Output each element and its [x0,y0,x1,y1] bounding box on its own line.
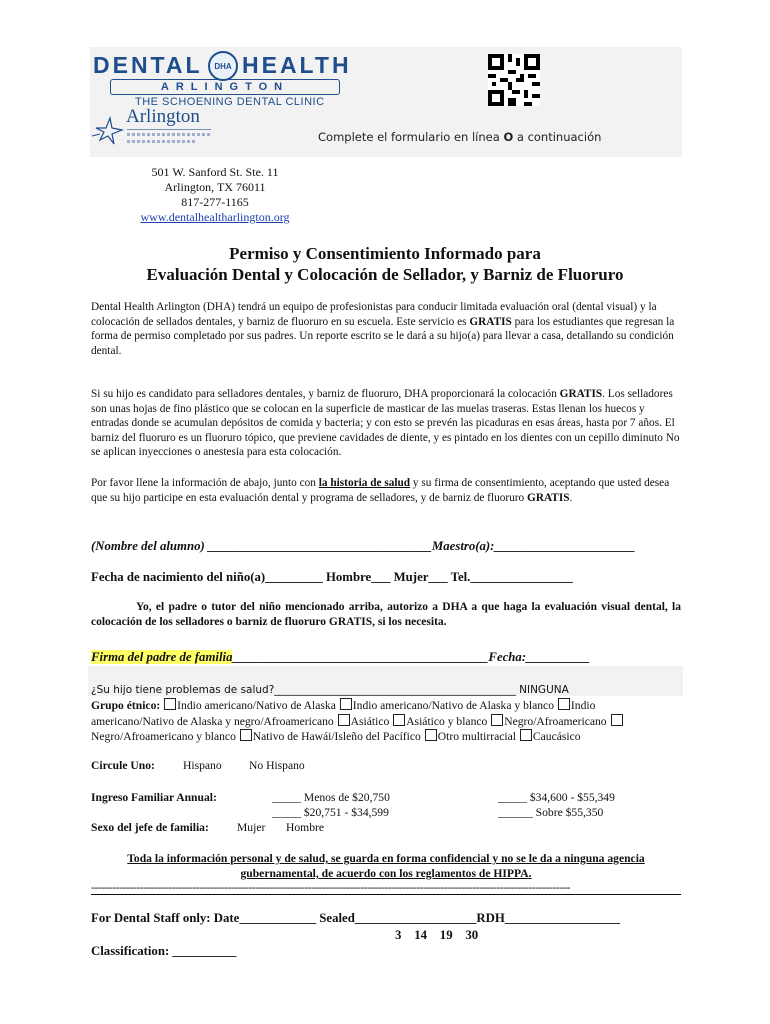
income-label: Ingreso Familiar Annual: [91,791,217,804]
privacy-notice: Toda la información personal y de salud, se guarda en forma confidencial y no se le da a ninguna agencia gubernamental, de acuerdo con los reglamentos de HIPPA. [127,852,645,880]
ethnic-option-6: Negro/Afroamericano y blanco [91,730,236,744]
health-problems-field[interactable]: ¿Su hijo tiene problemas de salud?______________________________________________ NINGUNA [91,684,569,696]
intro-free: GRATIS [469,315,512,328]
ethnic-option-3: Asiático [350,714,390,728]
address-city: Arlington, TX 76011 [164,180,266,194]
ethnic-checkbox-9[interactable] [520,729,532,741]
ethnic-checkbox-1[interactable] [340,698,352,710]
date-label: Fecha: [488,650,527,664]
signature-label: Firma del padre de familia [91,650,233,664]
ethnic-checkbox-5[interactable] [491,714,503,726]
ethnic-option-0: Indio americano/Nativo de Alaska [177,699,336,712]
qr-code-icon[interactable] [488,54,540,106]
income-option-1[interactable]: _____ Menos de $20,750 [272,791,390,804]
teeth-numbers: 3 14 19 30 [395,928,479,942]
clinic-name: THE SCHOENING DENTAL CLINIC [135,96,325,108]
instr-free: GRATIS [527,491,570,504]
income-option-3[interactable]: _____ $34,600 - $55,349 [498,791,615,804]
online-suffix: a continuación [513,130,602,144]
instr-text-c: . [569,491,573,504]
date-line[interactable]: __________ [526,650,591,664]
ethnic-option-7: Nativo de Hawái/Isleño del Pacífico [252,730,421,744]
ethnic-checkbox-2[interactable] [558,698,570,710]
ethnic-checkbox-4[interactable] [393,714,405,726]
logo-word-dental: DENTAL [93,52,203,78]
staff-line[interactable]: For Dental Staff only: Date____________ Sealed___________________RDH__________________ [91,911,621,925]
intro-text-b: para los estudiantes que regresan la forma de permiso completado por sus padres. Un reporte escrito se le dará a su hijo(a) para llevar a casa, detallando su condición dental. [91,315,675,357]
logo-city-bar: ARLINGTON [110,79,340,95]
tooth-logo-text: DHA [214,61,232,71]
birthdate-field[interactable]: Fecha de nacimiento del niño(a)_________ Hombre___ Mujer___ Tel.________________ [91,570,573,584]
school-logo-tagline-graphic [127,133,211,136]
website-link[interactable]: www.dentalhealtharlington.org [140,210,290,224]
ethnic-group-section: Grupo étnico: Indio americano/Nativo de Alaska Indio americano/Nativo de Alaska y blanco Indio americano/Nativo de Alaska y negro/Afroamericano Asiático Asiático y blanco Negro/Afroamericano Negro/Afroamericano y blanco Nativo de Hawái/Isleño del Pacífico Otro multirracial Caucásico [91,698,681,745]
instructions-paragraph [91,476,681,505]
school-logo-text: Arlington [126,106,200,127]
consent-statement: Yo, el padre o tutor del niño mencionado arriba, autorizo a DHA a que haga la evaluación visual dental, la colocación de los selladores o barniz de fluoruro GRATIS, si los necesita. [91,601,681,628]
sealant-text-b: . Los selladores son unas hojas de fino plástico que se colocan en la superficie de masticar de las muelas traseras. Estas llenan los huecos y entradas donde se acumulan depósitos de comida y bacteria; y con esto se prevén las picaduras en esas áreas, hasta por 7 años. El barniz del fluoruro es un fluoruro tópico, que previene cavidades de diente, y es pintado en los dientes con un cepillo diminuto No se aplican inyecciones o anestesia para esta colocación. [91,388,680,459]
sealant-paragraph [91,387,681,460]
intro-text-a: Dental Health Arlington (DHA) tendrá un equipo de profesionistas para conducir limitada evaluación oral (dental visual) y la colocación de sellados dentales, y barniz de fluoruro en su escuela. Este servicio es [91,301,657,328]
ethnic-label: Grupo étnico [91,699,157,712]
online-form-link[interactable] [318,130,601,144]
ethnic-checkbox-8[interactable] [425,729,437,741]
address-block [120,165,310,225]
head-of-household-label: Sexo del jefe de familia: [91,821,209,834]
ethnic-option-1: Indio americano/Nativo de Alaska y blanco [352,699,554,712]
intro-paragraph [91,300,681,358]
income-option-2[interactable]: _____ $20,751 - $34,599 [272,806,389,819]
student-name-field[interactable]: (Nombre del alumno) ___________________________________Maestro(a):______________________ [91,539,636,553]
head-female-option[interactable]: Mujer [237,821,266,834]
online-or: O [503,130,514,144]
star-logo-icon [90,110,130,150]
instr-text-b: y su firma de consentimiento, aceptando que usted desea que su hijo participe en esta evaluación dental y programa de selladores, y de barniz de fluoruro [91,477,670,504]
ethnic-option-2: Indio americano/Nativo de Alaska y negro/Afroamericano [91,699,596,728]
online-prefix: Complete el formulario en línea [318,130,504,144]
income-option-4[interactable]: ______ Sobre $55,350 [498,806,604,819]
document-title [90,243,680,285]
ethnic-checkbox-0[interactable] [164,698,176,710]
title-line-2: Evaluación Dental y Colocación de Sellador, y Barniz de Fluoruro [146,265,624,284]
ethnic-option-5: Negro/Afroamericano [504,714,607,728]
separator-dashes: ----------------------------------------------------------------------------------------------------------------------------------------- [91,880,570,894]
sealant-text-a: Si su hijo es candidato para selladores dentales, y barniz de fluoruro, DHA proporcionará la colocación [91,388,560,400]
ethnic-checkbox-3[interactable] [338,714,350,726]
school-logo-subline-graphic [127,140,197,143]
logo-word-health: HEALTH [242,52,352,78]
non-hispanic-option[interactable]: No Hispano [249,759,305,772]
address-street: 501 W. Sanford St. Ste. 11 [151,165,279,179]
address-phone: 817-277-1165 [181,195,249,209]
ethnic-option-8: Otro multirracial [437,730,516,744]
hispanic-option[interactable]: Hispano [183,759,222,772]
parent-signature-field[interactable] [91,650,590,665]
head-male-option[interactable]: Hombre [286,821,324,834]
health-history-link[interactable]: la historia de salud [318,477,411,489]
ethnic-option-4: Asiático y blanco [406,714,488,728]
title-line-1: Permiso y Consentimiento Informado para [229,244,541,263]
instr-text-a: Por favor llene la información de abajo, junto con [91,477,319,489]
sealant-free: GRATIS [559,388,603,400]
ethnic-option-9: Caucásico [532,730,581,744]
school-logo-rule [127,129,211,130]
signature-line: ________________________________________ [232,650,489,664]
ethnic-checkbox-6[interactable] [611,714,623,726]
ethnic-checkbox-7[interactable] [240,729,252,741]
circle-one-label: Circule Uno: [91,759,155,772]
classification-field[interactable]: Classification: __________ [91,944,237,958]
tooth-logo-icon [208,51,238,81]
separator-rule [91,894,681,895]
